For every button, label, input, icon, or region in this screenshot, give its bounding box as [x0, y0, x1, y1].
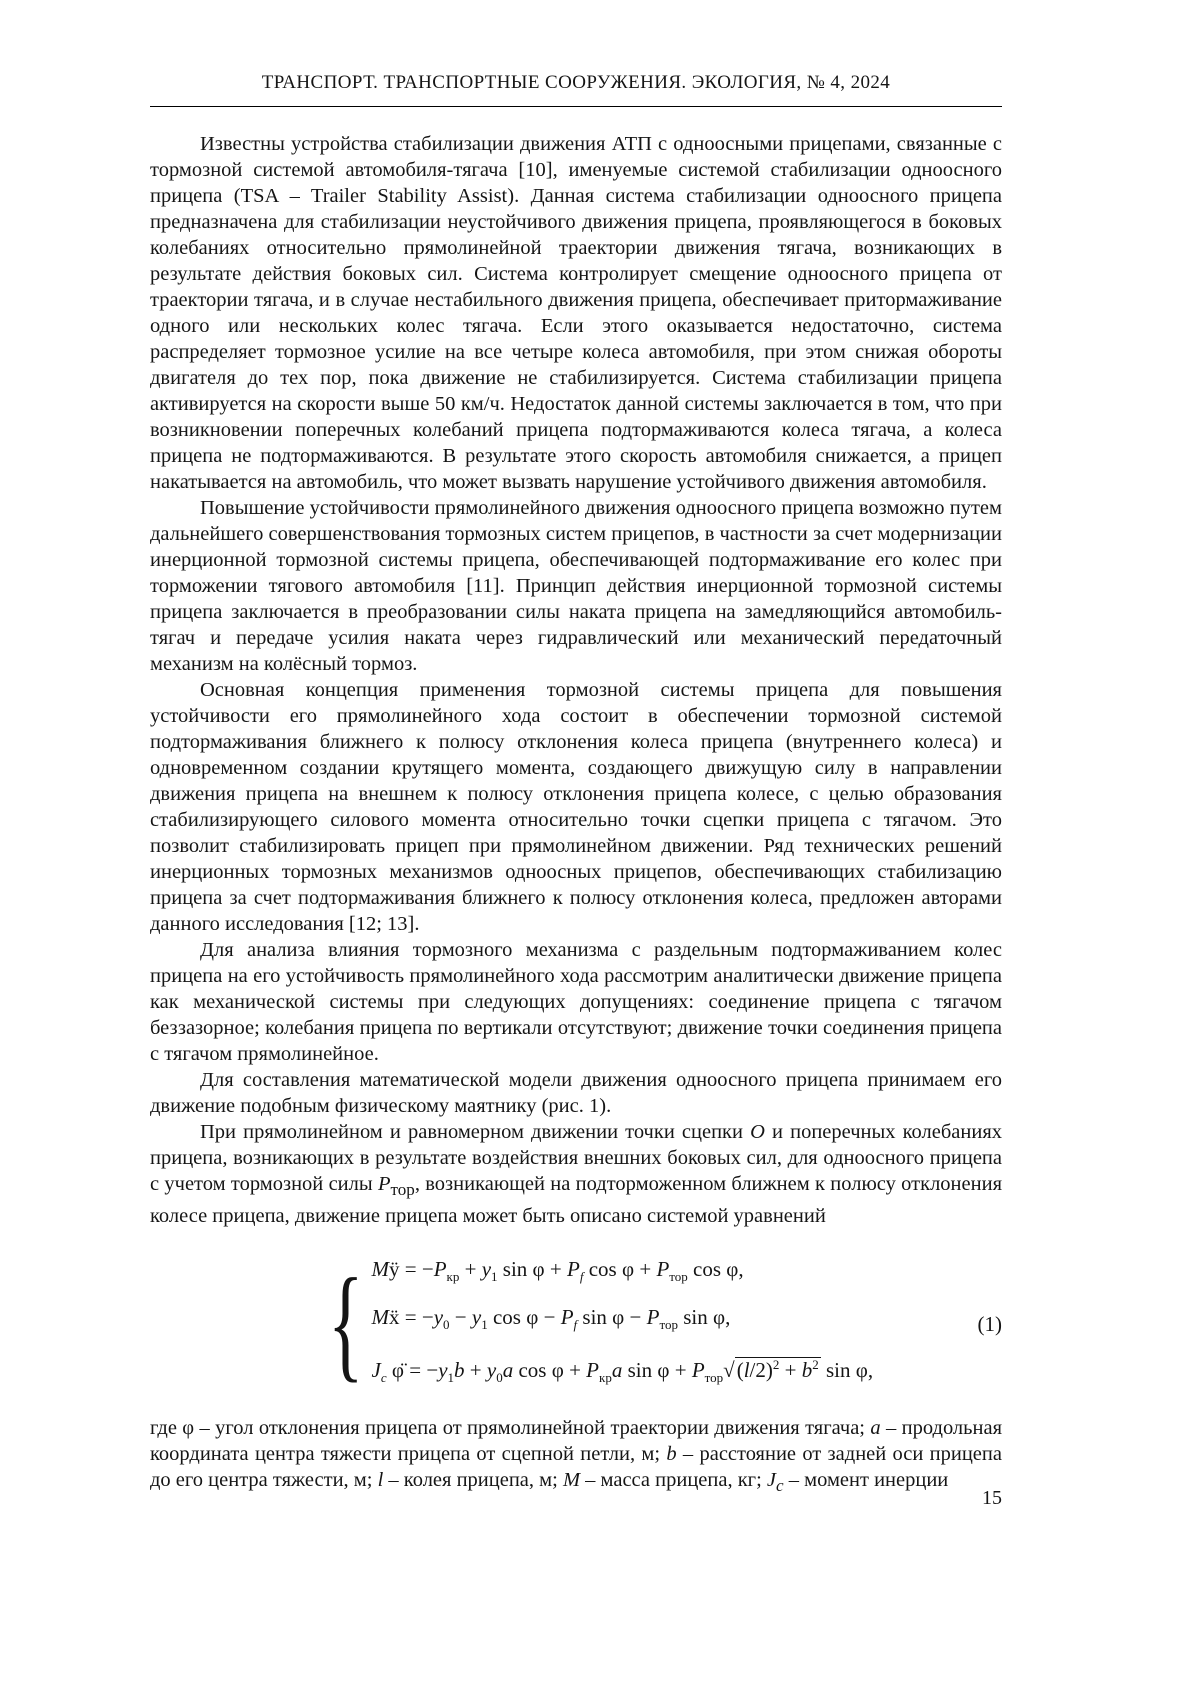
paragraph: Для составления математической модели движения одноосного прицепа принимаем его движение подобным физическому маятнику (рис. 1).: [150, 1069, 1002, 1117]
equation-system: [328, 1249, 873, 1399]
paragraph: При прямолинейном и равномерном движении точки сцепки O и поперечных колебаниях прицепа, возникающих в результате воздействия внешних боковых сил, для одноосного прицепа с учетом тормозной силы $P_{тор}$, возникающей на подторможенном ближнем к полюсу отклонения колесе прицепа, движение прицепа может быть описано системой уравнений: [150, 1121, 1003, 1228]
page-number: 15: [982, 1487, 1002, 1509]
equation-lines: [372, 1249, 874, 1399]
system-brace-icon: {: [328, 1253, 364, 1395]
equation-line: $J_c$ φ̈ = $-y_1b + y_0a$ $\cos \varphi + P_{кр}a$ $\sin \varphi + P_{тор}√(l/2)^2 + b^2$ sin φ,: [371, 1357, 874, 1386]
journal-title: ТРАНСПОРТ. ТРАНСПОРТНЫЕ СООРУЖЕНИЯ. ЭКОЛОГИЯ, № 4, 2024: [261, 72, 891, 93]
paragraph: Повышение устойчивости прямолинейного движения одноосного прицепа возможно путем дальнейшего совершенствования тормозных систем прицепов, в частности за счет модернизации инерционной тормозной системы прицепа, обеспечивающей подтормаживание его колес при торможении тягового автомобиля [11]. Принцип действия инерционной тормозной системы прицепа заключается в преобразовании силы наката прицепа на замедляющийся автомобиль-тягач и передаче усилия наката через гидравлический или механический передаточный механизм на колёсный тормоз.: [150, 497, 1002, 675]
page-content: [150, 72, 1002, 1499]
paragraphs-before-equation: [150, 131, 1002, 1229]
equation-block: [150, 1249, 1002, 1399]
paragraph: Основная концепция применения тормозной системы прицепа для повышения устойчивости его прямолинейного хода состоит в обеспечении тормозной системой подтормаживания ближнего к полюсу отклонения колеса прицепа (внутреннего колеса) и одновременном создании крутящего момента, создающего движущую силу в направлении движения прицепа на внешнем к полюсу отклонения прицепа колесе, с целью образования стабилизирующего силового момента относительно точки сцепки прицепа с тягачом. Это позволит стабилизировать прицеп при прямолинейном движении. Ряд технических решений инерционных тормозных механизмов одноосных прицепов, обеспечивающих стабилизацию прицепа за счет подтормаживания ближнего к полюсу отклонения колеса, предложен авторами данного исследования [12; 13].: [150, 679, 1002, 935]
header-rule: [150, 106, 1002, 107]
journal-header: [150, 72, 1002, 107]
paragraph: Для анализа влияния тормозного механизма с раздельным подтормаживанием колес прицепа на его устойчивость прямолинейного хода рассмотрим аналитически движение прицепа как механической системы при следующих допущениях: соединение прицепа с тягачом беззазорное; колебания прицепа по вертикали отсутствуют; движение точки соединения прицепа с тягачом прямолинейное.: [150, 939, 1002, 1065]
equation-number: (1): [977, 1311, 1002, 1336]
equation-line: Mÿ = $-P_{кр} + y_1$ $\sin \varphi + P_f$ $\cos \varphi + P_{тор}$ cos φ,: [371, 1257, 744, 1285]
equation-line: Mẍ = $-y_0 - y_1$ $\cos \varphi - P_f$ $\sin \varphi - P_{тор}$ sin φ,: [371, 1305, 731, 1333]
paragraph-after-equation: где φ – угол отклонения прицепа от прямолинейной траектории движения тягача; a – продольная координата центра тяжести прицепа от сцепной петли, м; b – расстояние от задней оси прицепа до его центра тяжести, м; l – колея прицепа, м; M – масса прицепа, кг; $J_c$ – момент инерции: [150, 1416, 1002, 1495]
paragraph: Известны устройства стабилизации движения АТП с одноосными прицепами, связанные с тормозной системой автомобиля-тягача [10], именуемые системой стабилизации одноосного прицепа (TSA – Trailer Stability Assist). Данная система стабилизации одноосного прицепа предназначена для стабилизации неустойчивого движения прицепа, проявляющегося в боковых колебаниях относительно прямолинейной траектории движения тягача, возникающих в результате действия боковых сил. Система контролирует смещение одноосного прицепа от траектории тягача, и в случае нестабильного движения прицепа, обеспечивает притормаживание одного или нескольких колес тягача. Если этого оказывается недостаточно, система распределяет тормозное усилие на все четыре колеса автомобиля, при этом снижая обороты двигателя до тех пор, пока движение не стабилизируется. Система стабилизации прицепа активируется на скорости выше 50 км/ч. Недостаток данной системы заключается в том, что при возникновении поперечных колебаний прицепа подтормаживаются колеса тягача, а колеса прицепа не подтормаживаются. В результате этого скорость автомобиля снижается, а прицеп накатывается на автомобиль, что может вызвать нарушение устойчивого движения автомобиля.: [150, 133, 1002, 493]
article-body: [150, 131, 1002, 1499]
